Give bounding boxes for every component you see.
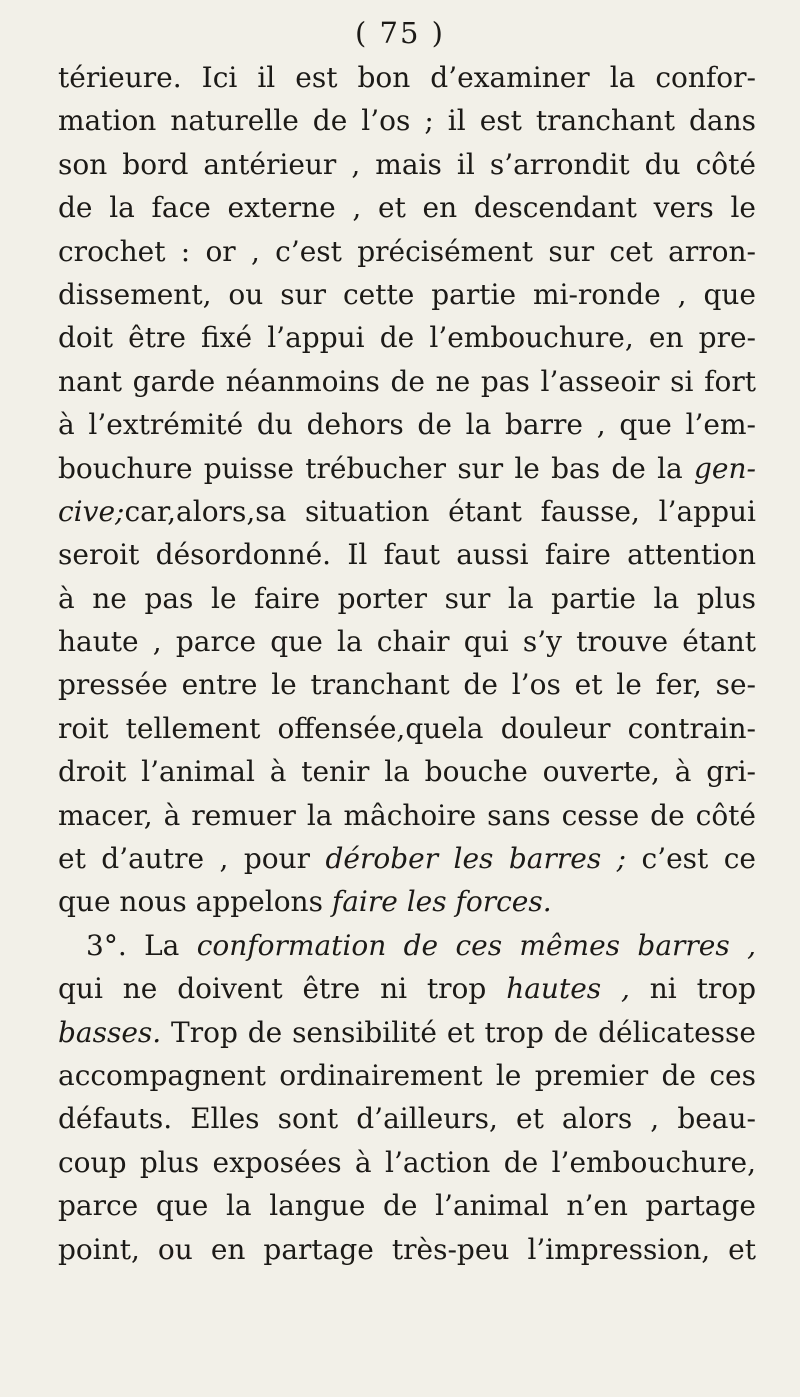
text-segment: nant garde néanmoins de ne pas l’asseoir si fort bbox=[58, 364, 756, 398]
text-line bbox=[58, 56, 756, 99]
text-line bbox=[58, 533, 756, 576]
text-line bbox=[58, 1054, 756, 1097]
italic-text: basses. bbox=[58, 1015, 162, 1049]
italic-text: dérober les barres ; bbox=[325, 842, 627, 876]
text-line bbox=[58, 663, 756, 706]
text-segment: crochet : or , c’est précisément sur cet arron- bbox=[58, 234, 756, 268]
text-segment: coup plus exposées à l’action de l’embouchure, bbox=[58, 1145, 756, 1179]
text-segment: son bord antérieur , mais il s’arrondit du côté bbox=[58, 147, 756, 181]
text-segment: haute , parce que la chair qui s’y trouve étant bbox=[58, 625, 756, 659]
text-segment: accompagnent ordinairement le premier de ces bbox=[58, 1058, 756, 1092]
text-line bbox=[58, 577, 756, 620]
text-line bbox=[58, 1228, 756, 1271]
page-number: ( 75 ) bbox=[355, 16, 445, 50]
text-line bbox=[58, 99, 756, 142]
text-line bbox=[58, 360, 756, 403]
italic-text: hautes , bbox=[506, 972, 630, 1006]
text-line bbox=[58, 707, 756, 750]
text-line bbox=[58, 967, 756, 1010]
text-segment: qui ne doivent être ni trop bbox=[58, 972, 507, 1006]
text-segment: ni trop bbox=[629, 972, 756, 1006]
text-segment: dissement, ou sur cette partie mi-ronde , que bbox=[58, 277, 756, 311]
italic-text: cive; bbox=[58, 494, 125, 528]
text-line bbox=[58, 447, 756, 490]
text-line bbox=[58, 316, 756, 359]
text-line bbox=[58, 880, 756, 923]
text-line bbox=[58, 837, 756, 880]
italic-text: conformation de ces mêmes barres , bbox=[196, 928, 756, 962]
text-segment: droit l’animal à tenir la bouche ouverte, à gri- bbox=[58, 755, 756, 789]
text-segment: 3°. La bbox=[86, 928, 197, 962]
text-segment: à ne pas le faire porter sur la partie la plus bbox=[58, 581, 756, 615]
text-line bbox=[58, 273, 756, 316]
italic-text: gen- bbox=[694, 451, 756, 485]
text-segment: que nous appelons bbox=[58, 885, 332, 919]
text-segment: parce que la langue de l’animal n’en partage bbox=[58, 1189, 756, 1223]
text-segment: pressée entre le tranchant de l’os et le fer, se- bbox=[58, 668, 756, 702]
text-line bbox=[58, 403, 756, 446]
text-line bbox=[58, 490, 756, 533]
text-segment: et d’autre , pour bbox=[58, 842, 326, 876]
text-line bbox=[58, 186, 756, 229]
text-line bbox=[58, 1184, 756, 1227]
text-segment: Trop de sensibilité et trop de délicatesse bbox=[161, 1015, 756, 1049]
text-segment: térieure. Ici il est bon d’examiner la confor- bbox=[58, 61, 756, 94]
text-line bbox=[58, 1011, 756, 1054]
text-line bbox=[58, 620, 756, 663]
italic-text: faire les forces. bbox=[331, 885, 552, 919]
text-segment: seroit désordonné. Il faut aussi faire attention bbox=[58, 538, 756, 572]
text-line bbox=[58, 143, 756, 186]
text-line bbox=[58, 924, 756, 967]
body-text bbox=[58, 56, 756, 1271]
text-segment: défauts. Elles sont d’ailleurs, et alors , beau- bbox=[58, 1102, 756, 1136]
text-segment: car,alors,sa situation étant fausse, l’appui bbox=[124, 494, 756, 528]
text-segment: mation naturelle de l’os ; il est tranchant dans bbox=[58, 104, 756, 138]
text-line bbox=[58, 230, 756, 273]
text-segment: roit tellement offensée,quela douleur contrain- bbox=[58, 711, 756, 745]
text-segment: macer, à remuer la mâchoire sans cesse de côté bbox=[58, 798, 756, 832]
text-segment: bouchure puisse trébucher sur le bas de la bbox=[58, 451, 694, 485]
text-segment: point, ou en partage très-peu l’impression, et bbox=[58, 1232, 756, 1266]
text-line bbox=[58, 794, 756, 837]
text-line bbox=[58, 1097, 756, 1140]
text-line bbox=[58, 1141, 756, 1184]
text-segment: doit être fixé l’appui de l’embouchure, en pre- bbox=[58, 321, 756, 355]
text-line bbox=[58, 750, 756, 793]
text-segment: à l’extrémité du dehors de la barre , que l’em- bbox=[58, 408, 756, 442]
text-segment: de la face externe , et en descendant vers le bbox=[58, 191, 756, 225]
text-segment: c’est ce bbox=[626, 842, 756, 876]
